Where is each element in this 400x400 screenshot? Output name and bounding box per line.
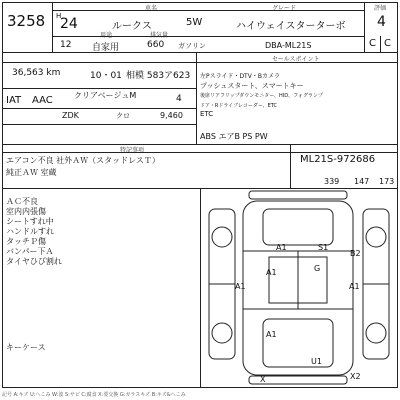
divider: [2, 124, 196, 125]
mileage: 36,563 km: [12, 68, 61, 78]
damage-mark: A1: [266, 268, 277, 277]
displacement-label: 排気量: [150, 32, 169, 39]
dimension-width: 147: [354, 177, 370, 186]
damage-mark: A1: [235, 282, 246, 291]
note-line: タイヤひび割れ: [6, 257, 62, 266]
remarks-line: 純正ＡＷ 室蔵: [6, 168, 57, 177]
note-line: ハンドルすれ: [6, 227, 54, 236]
divider: [2, 52, 398, 53]
legend-footer: 記号 A:キズ U:へこみ W:波 S:サビ C:腐食 X:要交換 G:ガラスキズ B:キズ&へこみ: [2, 392, 186, 398]
color-name: クリアベージュM: [74, 91, 137, 100]
equipment-line: 後席リアフリップダウンモニター、HID、フォグランプ: [200, 93, 323, 99]
damage-mark: U1: [311, 357, 322, 366]
score-label: 評価: [374, 5, 387, 12]
equipment-line: プッシュスタート、スマートキー: [200, 82, 304, 90]
divider: [52, 10, 364, 11]
dimension-length: 339: [324, 177, 340, 186]
divider: [2, 144, 398, 145]
displacement-value: 660: [147, 40, 165, 50]
divider: [196, 52, 197, 144]
divider: [2, 88, 196, 89]
transmission: IAT: [6, 95, 22, 106]
note-line: ＡＣ不良: [6, 197, 38, 206]
usage-value: 自家用: [92, 43, 120, 53]
remarks-label: 特記事項: [120, 147, 145, 154]
capacity: 4: [176, 94, 182, 104]
chassis-number: ML21S-972686: [300, 154, 376, 165]
load-value: 9,460: [160, 111, 183, 120]
interior-color: クロ: [116, 112, 130, 120]
damage-mark: B2: [350, 249, 361, 258]
note-line: シートすれ中: [6, 217, 54, 226]
divider: [290, 144, 291, 188]
divider: [2, 108, 196, 109]
model-name: ルークス: [112, 21, 152, 32]
grade-label: グレード: [272, 5, 297, 12]
fuel-type: ガソリン: [178, 42, 206, 50]
damage-mark: A1: [349, 282, 360, 291]
damage-mark: A1: [266, 330, 277, 339]
divider: [380, 36, 381, 52]
year-era: H: [56, 12, 62, 20]
overall-score: 4: [377, 14, 386, 30]
door-type: 5W: [186, 17, 203, 28]
note-line: 室内内張傷: [6, 207, 46, 216]
year-month: 12: [60, 40, 72, 50]
divider: [52, 36, 364, 37]
damage-mark: X: [260, 375, 266, 384]
equipment-line: 左Pスライド・DTV・Bカメラ: [200, 73, 280, 80]
options-row: ABS エアB PS PW: [200, 132, 268, 141]
dimension-height: 173: [379, 177, 395, 186]
key-note: キーケース: [6, 343, 46, 352]
divider: [2, 62, 398, 63]
damage-mark: X2: [350, 372, 361, 381]
aircon-type: AAC: [32, 95, 53, 106]
car-diagram: [201, 189, 397, 387]
color-code: ZDK: [62, 111, 79, 120]
model-label: 車名: [145, 5, 158, 12]
note-line: タッチＰ傷: [6, 237, 46, 246]
grade-name: ハイウェイスターターボ: [236, 21, 346, 32]
divider: [364, 2, 365, 52]
interior-grade: C: [369, 38, 376, 49]
equipment-line: ドア・Rドライブレコーダー、ETC: [200, 103, 278, 109]
note-line: バンパー下Ａ: [6, 247, 54, 256]
model-code: DBA-ML21S: [265, 41, 312, 50]
equipment-line: ETC: [200, 110, 214, 118]
inspection-date: 10・01: [90, 71, 122, 81]
exterior-grade: C: [384, 38, 391, 49]
equipment-label: セールスポイント: [272, 56, 320, 63]
damage-mark: G: [314, 264, 321, 273]
lot-number: 3258: [7, 12, 46, 30]
damage-mark: A1: [276, 243, 287, 252]
year-number: 24: [60, 16, 78, 32]
usage-label: 用途: [100, 32, 113, 39]
remarks-line: エアコン不良 社外ＡＷ（スタッドレスＴ）: [6, 156, 160, 165]
divider: [2, 152, 398, 153]
damage-mark: S1: [318, 243, 329, 252]
registration-plate: 相模 583ア623: [126, 71, 191, 81]
